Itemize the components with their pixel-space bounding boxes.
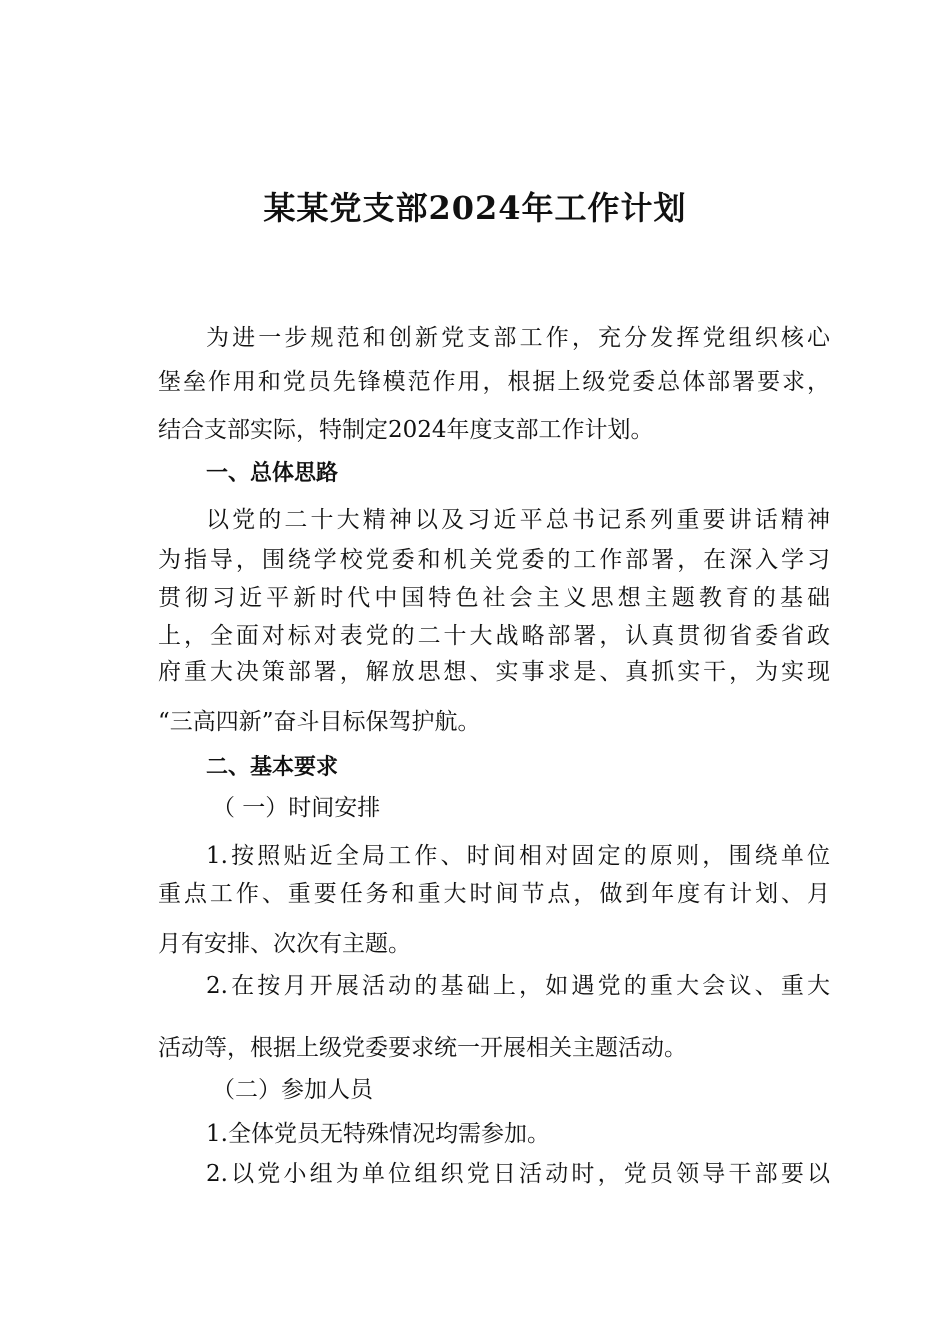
item-1-line-1: 1.按照贴近全局工作、时间相对固定的原则，围绕单位: [206, 843, 830, 869]
section1-line-2: 为指导，围绕学校党委和机关党委的工作部署，在深入学习: [158, 547, 830, 573]
item-1-line-3: 月有安排、次次有主题。: [158, 931, 411, 957]
subheading-2: （二）参加人员: [212, 1077, 373, 1103]
section1-line-1: 以党的二十大精神以及习近平总书记系列重要讲话精神: [206, 507, 830, 533]
intro-line-2: 堡垒作用和党员先锋模范作用，根据上级党委总体部署要求，: [158, 369, 830, 395]
document-title: 某某党支部2024年工作计划: [263, 189, 687, 227]
item-4-line-1: 2.以党小组为单位组织党日活动时，党员领导干部要以: [206, 1161, 830, 1187]
item-1-line-2: 重点工作、重要任务和重大时间节点，做到年度有计划、月: [158, 881, 830, 907]
intro-line-3: 结合支部实际，特制定2024年度支部工作计划。: [158, 417, 654, 443]
section1-line-3: 贯彻习近平新时代中国特色社会主义思想主题教育的基础: [158, 585, 830, 611]
intro-line-1: 为进一步规范和创新党支部工作，充分发挥党组织核心: [206, 325, 830, 351]
section-heading-1: 一、总体思路: [206, 461, 339, 486]
item-2-line-2: 活动等，根据上级党委要求统一开展相关主题活动。: [158, 1035, 687, 1061]
section1-line-6: “三高四新”奋斗目标保驾护航。: [158, 709, 481, 735]
section-heading-2: 二、基本要求: [206, 755, 339, 780]
item-2-line-1: 2.在按月开展活动的基础上，如遇党的重大会议、重大: [206, 973, 830, 999]
item-3-line-1: 1.全体党员无特殊情况均需参加。: [206, 1121, 550, 1147]
subheading-1: （ 一）时间安排: [212, 795, 381, 821]
section1-line-4: 上，全面对标对表党的二十大战略部署，认真贯彻省委省政: [158, 623, 830, 649]
section1-line-5: 府重大决策部署，解放思想、实事求是、真抓实干，为实现: [158, 659, 830, 685]
